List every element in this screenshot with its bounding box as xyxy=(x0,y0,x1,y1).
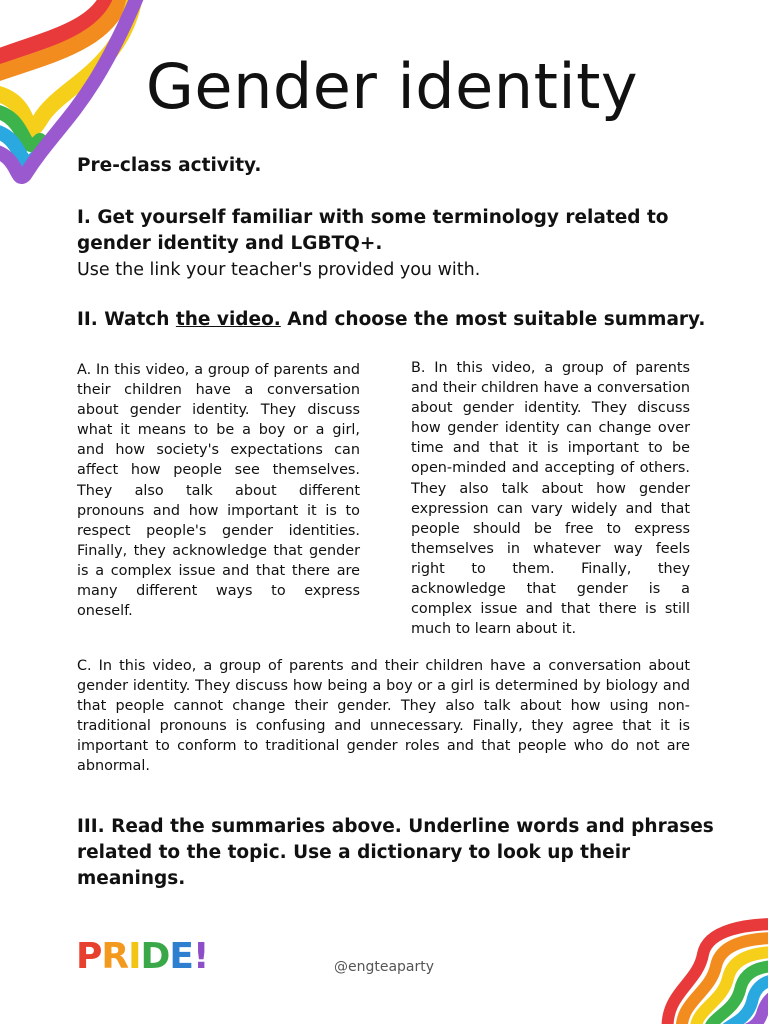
footer-handle: @engteaparty xyxy=(333,959,435,975)
rainbow-swirl-bottom-right xyxy=(658,914,768,1024)
section-1-instruction: Use the link your teacher's provided you with. xyxy=(77,260,481,280)
pre-class-heading: Pre-class activity. xyxy=(77,155,262,176)
summary-b: B. In this video, a group of parents and their children have a conversation about gender identity. They discuss how gender identity can change over time and that it is important to be open-minded and accepting of others. They also talk about how gender expression can vary widely and that people should be free to express themselves in whatever way feels right to them. Finally, they acknowledge that gender is a complex issue and that there is still much to learn about it. xyxy=(411,360,690,638)
summary-a: A. In this video, a group of parents and their children have a conversation about gender identity. They discuss what it means to be a boy or a girl, and how society's expectations can affect how people see themselves. They also talk about different pronouns and how important it is to respect people's gender identities. Finally, they acknowledge that gender is a complex issue and that there are many different ways to express oneself. xyxy=(77,362,360,620)
section-2-heading xyxy=(77,307,705,333)
pride-letter: ! xyxy=(193,936,209,977)
section-3-heading-line-2: related to the topic. Use a dictionary to look up their xyxy=(77,842,631,863)
pride-letter: D xyxy=(140,936,170,977)
page-title: Gender identity xyxy=(145,50,639,123)
pride-letter: R xyxy=(101,936,129,977)
section-3-heading-line-3: meanings. xyxy=(77,868,186,889)
section-1-heading-line-2: gender identity and LGBTQ+. xyxy=(77,233,383,254)
section-3-heading-line-1: III. Read the summaries above. Underline words and phrases xyxy=(77,816,714,837)
pride-letter: E xyxy=(169,936,194,977)
summary-c: C. In this video, a group of parents and their children have a conversation about gender identity. They discuss how being a boy or a girl is determined by biology and that people cannot change their gender. They also talk about how using non-traditional pronouns is confusing and unnecessary. Finally, they agree that it is important to conform to traditional gender roles and that people who do not are abnormal. xyxy=(77,658,690,775)
section-2-prefix: II. Watch xyxy=(77,309,176,330)
section-1-heading-line-1: I. Get yourself familiar with some terminology related to xyxy=(77,207,669,228)
section-2-suffix: And choose the most suitable summary. xyxy=(280,309,706,330)
video-link[interactable]: the video. xyxy=(175,309,281,330)
pride-letter: I xyxy=(128,936,141,977)
pride-letter: P xyxy=(76,936,102,977)
